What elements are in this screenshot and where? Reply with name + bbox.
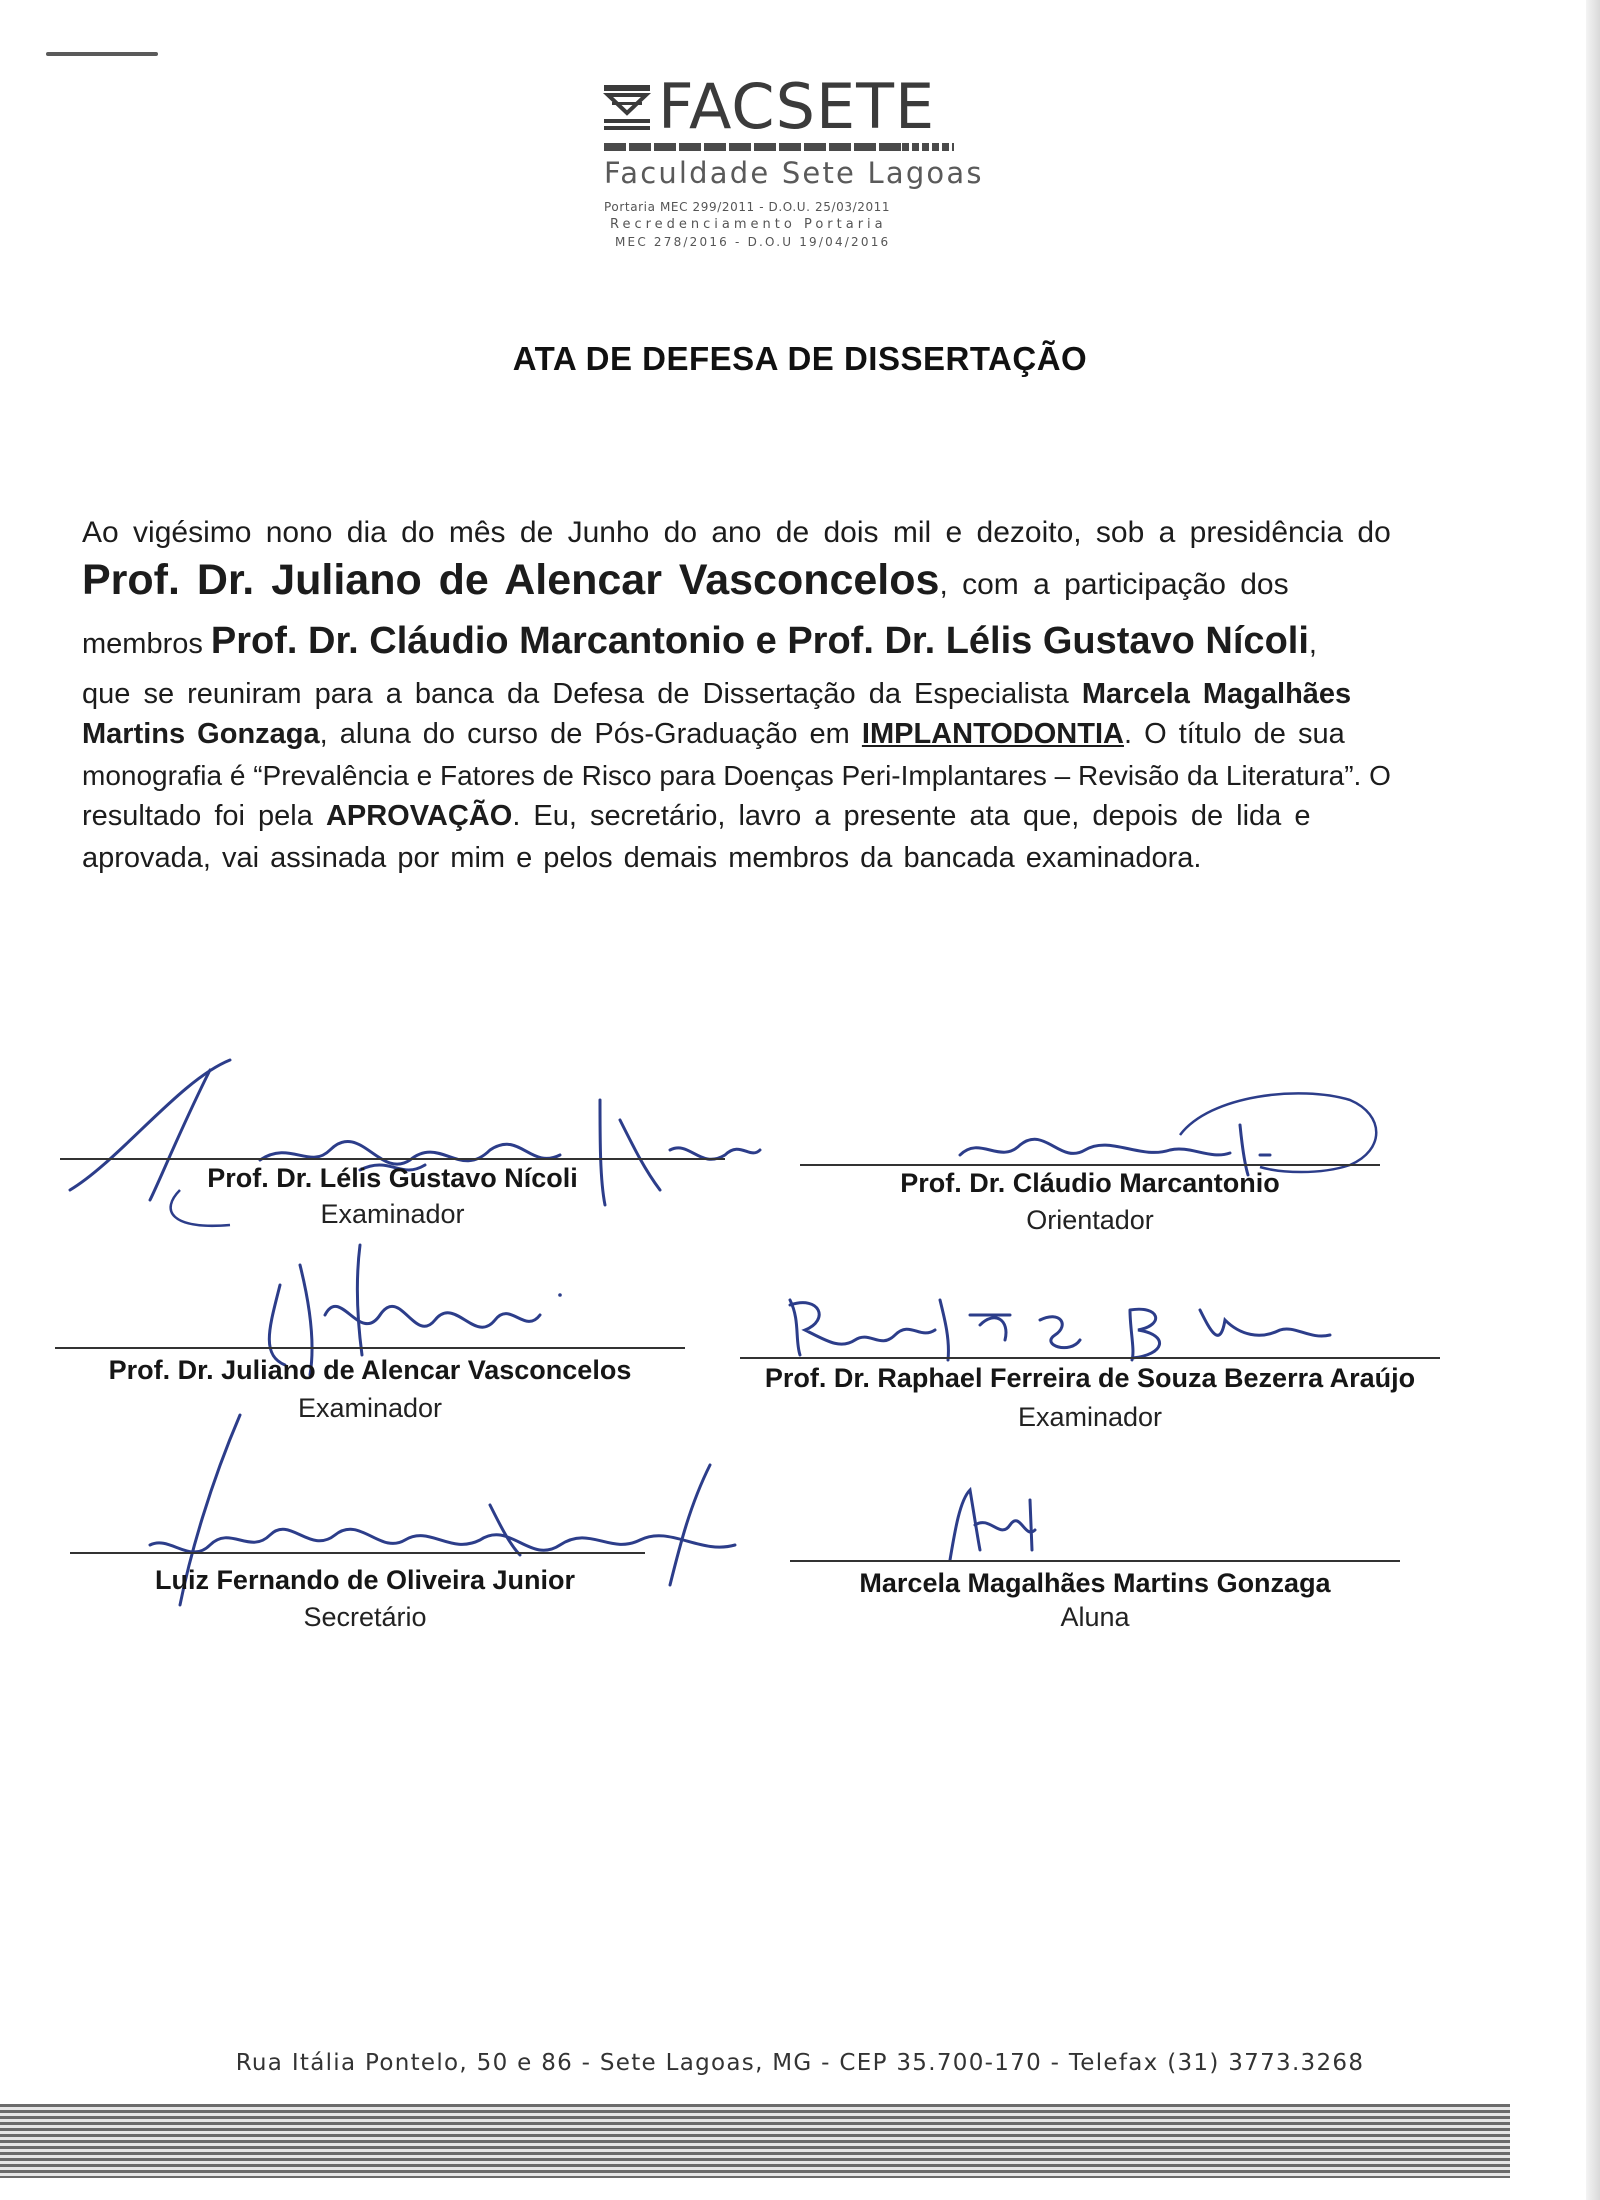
course-name: IMPLANTODONTIA xyxy=(861,718,1124,750)
logo-divider-tail xyxy=(902,143,954,151)
body-text: , xyxy=(1308,628,1317,660)
signatory-name: Luiz Fernando de Oliveira Junior xyxy=(154,1565,576,1595)
body-text: . Eu, secretário, lavro a presente ata que, depois de lida e xyxy=(512,800,1311,832)
mec-line: MEC 278/2016 - D.O.U 19/04/2016 xyxy=(615,235,891,249)
logo-name: FACSETE xyxy=(658,70,936,143)
signatory-role: Examinador xyxy=(320,1199,465,1229)
body-line-6 xyxy=(82,760,1462,792)
signatory-role: Secretário xyxy=(303,1602,427,1632)
signatory-role: Examinador xyxy=(297,1393,443,1423)
signature-line xyxy=(740,1357,1440,1359)
body-text: , com a participação dos xyxy=(939,568,1289,601)
institution-logo xyxy=(602,70,984,266)
signature-line xyxy=(60,1158,725,1160)
body-text: . O título de sua xyxy=(1123,718,1345,750)
signatory-role: Examinador xyxy=(1017,1402,1163,1432)
footer-address: Rua Itália Pontelo, 50 e 86 - Sete Lagoas, MG - CEP 35.700-170 - Telefax (31) 3773.3268 xyxy=(235,2050,1365,2076)
body-text: membros xyxy=(82,628,211,660)
document-title: ATA DE DEFESA DE DISSERTAÇÃO xyxy=(512,340,1088,377)
result: APROVAÇÃO xyxy=(325,800,513,832)
scan-mark xyxy=(46,52,158,56)
signature-marcela xyxy=(930,1480,1070,1570)
logo-subtitle: Faculdade Sete Lagoas xyxy=(604,156,984,190)
signatory-name: Prof. Dr. Raphael Ferreira de Souza Bezerra Araújo xyxy=(764,1363,1416,1393)
body-text: resultado foi pela xyxy=(82,800,326,832)
body-text: aprovada, vai assinada por mim e pelos demais membros da bancada examinadora. xyxy=(82,842,1202,874)
footer-stripe-band xyxy=(0,2104,1510,2178)
student-name: Martins Gonzaga xyxy=(82,718,320,750)
body-line-2 xyxy=(82,556,1462,605)
members-names: Prof. Dr. Cláudio Marcantonio e Prof. Dr. Lélis Gustavo Nícoli xyxy=(210,620,1309,662)
body-text: Ao vigésimo nono dia do mês de Junho do ano de dois mil e dezoito, sob a presidência do xyxy=(82,516,1391,549)
signature-line xyxy=(790,1560,1400,1562)
body-text: que se reuniram para a banca da Defesa de Dissertação da Especialista xyxy=(82,678,1082,710)
president-name: Prof. Dr. Juliano de Alencar Vasconcelos xyxy=(82,556,940,604)
signatory-name: Prof. Dr. Juliano de Alencar Vasconcelos xyxy=(108,1355,632,1385)
body-line-8 xyxy=(82,842,1462,875)
facsete-emblem-icon xyxy=(602,81,652,133)
signatory-role: Orientador xyxy=(1026,1205,1154,1235)
signatory-name: Marcela Magalhães Martins Gonzaga xyxy=(859,1568,1331,1598)
scan-edge xyxy=(1586,0,1600,2200)
body-line-5 xyxy=(82,718,1462,751)
recredenciamento-line: Recredenciamento Portaria xyxy=(610,217,887,232)
body-line-3 xyxy=(82,620,1462,663)
body-text: monografia é “Prevalência e Fatores de Risco para Doenças Peri-Implantares – Revisão da Literatura”. O xyxy=(82,760,1391,791)
portaria-line: Portaria MEC 299/2011 - D.O.U. 25/03/2011 xyxy=(604,200,891,214)
signatory-name: Prof. Dr. Lélis Gustavo Nícoli xyxy=(207,1163,578,1193)
signatory-role: Aluna xyxy=(1060,1602,1130,1632)
body-line-4 xyxy=(82,678,1462,711)
signatory-name: Prof. Dr. Cláudio Marcantonio xyxy=(900,1168,1280,1198)
signature-line xyxy=(55,1347,685,1349)
body-text: , aluna do curso de Pós-Graduação em xyxy=(319,718,862,750)
body-line-7 xyxy=(82,800,1462,833)
signature-line xyxy=(70,1552,645,1554)
signature-line xyxy=(800,1164,1380,1166)
student-name: Marcela Magalhães xyxy=(1081,678,1352,710)
body-line-1 xyxy=(82,516,1462,550)
